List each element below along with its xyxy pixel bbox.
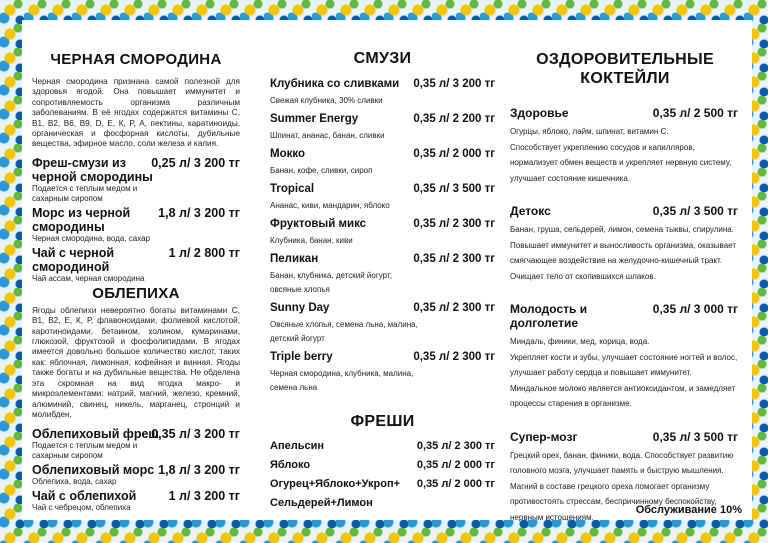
menu-item-row bbox=[270, 77, 495, 91]
menu-item-name: Sunny Day bbox=[270, 302, 330, 314]
black-currant-items bbox=[32, 156, 240, 284]
menu-item-price: 1,8 л/ 3 200 тг bbox=[158, 205, 240, 220]
menu-item-name: Чай с облепихой bbox=[32, 489, 137, 504]
menu-item-description: Шпинат, ананас, банан, сливки bbox=[270, 131, 385, 140]
menu-item-description: Клубника, банан, киви bbox=[270, 236, 353, 245]
menu-item-row bbox=[270, 439, 495, 453]
menu-item-description: Грецкий орех, банан, финики, вода. Способствует развитию головного мозга, улучшает память и быструю мышления. Магний в составе грецкого ореха помогает организму противостоять стрессам, беспричинному беспокойству, нервным истощениям. bbox=[510, 450, 734, 522]
menu-item-name: Фреш-смузи из черной смородины bbox=[32, 155, 153, 184]
menu-item-description: Банан, груша, сельдерей, лимон, семена тыквы, спирулина. Повышает иммунитет и выносливость организма, оказывает смягчающее воздействие на желудочно-кишечный тракт. Очищает тело от скопившихся шлаков. bbox=[510, 225, 736, 281]
menu-item-description: Свежая клубника, 30% сливки bbox=[270, 96, 383, 105]
menu-item-name: Summer Energy bbox=[270, 113, 359, 125]
menu-item bbox=[270, 350, 495, 395]
menu-item bbox=[270, 496, 495, 510]
menu-item bbox=[270, 112, 495, 143]
menu-item-row bbox=[270, 112, 495, 126]
menu-item bbox=[270, 182, 495, 213]
menu-item-price: 0,35 л/ 3 500 тг bbox=[413, 183, 495, 195]
section-title-black-currant: ЧЕРНАЯ СМОРОДИНА bbox=[50, 51, 222, 68]
menu-item-price: 0,35 л/ 2 200 тг bbox=[413, 113, 495, 125]
menu-item-row bbox=[270, 301, 495, 315]
menu-item-price: 0,35 л/ 2 300 тг bbox=[413, 218, 495, 230]
menu-item-row bbox=[510, 106, 738, 120]
menu-item bbox=[270, 147, 495, 178]
menu-item-row bbox=[270, 496, 495, 510]
menu-item-row bbox=[32, 427, 240, 441]
menu-item-description: Чай с чебрецом, облепиха bbox=[32, 503, 131, 513]
menu-item-price: 0,35 л/ 2 000 тг bbox=[416, 459, 495, 471]
section-title-smoothies: СМУЗИ bbox=[353, 50, 412, 67]
menu-item-name: Облепиховый фреш bbox=[32, 427, 159, 442]
menu-item bbox=[510, 106, 738, 186]
menu-item-name: Огурец+Яблоко+Укроп+ bbox=[270, 478, 401, 490]
menu-item-name: Супер-мозг bbox=[510, 429, 578, 444]
menu-item-price: 0,35 л/ 3 200 тг bbox=[151, 427, 240, 442]
column-black-currant bbox=[32, 20, 240, 515]
menu-item-description: Ананас, киви, мандарин, яблоко bbox=[270, 201, 390, 210]
menu-item-name: Морс из черной смородины bbox=[32, 205, 131, 234]
menu-item bbox=[270, 439, 495, 453]
menu-item-description: Подается с теплым медом и сахарным сиропом bbox=[32, 183, 138, 203]
menu-item-row bbox=[32, 463, 240, 477]
menu-item-description: Черная смородина, клубника, малина, семена льна bbox=[270, 369, 414, 392]
menu-item-row bbox=[510, 430, 738, 444]
menu-item-description: Черная смородина, вода, сахар bbox=[32, 233, 151, 243]
menu-item-name: Апельсин bbox=[270, 440, 324, 452]
menu-item-price: 0,35 л/ 2 300 тг bbox=[413, 351, 495, 363]
menu-item-row bbox=[270, 147, 495, 161]
menu-item-price: 1 л/ 2 800 тг bbox=[168, 245, 240, 260]
menu-item-price: 0,25 л/ 3 200 тг bbox=[151, 155, 240, 170]
menu-item-row bbox=[270, 182, 495, 196]
menu-item-row bbox=[270, 217, 495, 231]
menu-item bbox=[32, 246, 240, 284]
menu-item-price: 1 л/ 3 200 тг bbox=[168, 489, 240, 504]
menu-item-name: Мокко bbox=[270, 148, 305, 160]
menu-item-description: Чай ассам, черная смородина bbox=[32, 273, 145, 283]
menu-item-description: Овсяные хлопья, семена льна, малина, детский йогурт bbox=[270, 320, 418, 343]
section-description: Черная смородина признана самой полезной для здоровья ягодой. Она повышает иммунитет и сопротивляемость организма различным заболеваниям. В её ягодах содержатся витамины С, В1, В2, В6, В9, D, Е, К, Р, А, пектины, каратиноиды, органическая и фосфорная кислоты, дубильные вещества, эфирное масло, соли железа и калия. bbox=[32, 77, 240, 149]
menu-item bbox=[510, 302, 738, 412]
menu-item-row bbox=[510, 302, 738, 330]
menu-item bbox=[270, 458, 495, 472]
menu-item-name: Сельдерей+Лимон bbox=[270, 497, 373, 509]
menu-item bbox=[270, 301, 495, 346]
menu-item-price: 0,35 л/ 3 500 тг bbox=[652, 429, 738, 444]
menu-item-name: Детокс bbox=[510, 204, 551, 218]
menu-item-price: 0,35 л/ 2 300 тг bbox=[413, 253, 495, 265]
menu-item-row bbox=[32, 156, 240, 184]
menu-item-row bbox=[510, 204, 738, 218]
menu-item-name: Чай с черной смородиной bbox=[32, 245, 115, 274]
cocktail-items bbox=[510, 106, 738, 525]
menu-item-description: Банан, кофе, сливки, сироп bbox=[270, 166, 373, 175]
menu-item bbox=[32, 156, 240, 204]
menu-item-name: Облепиховый морс bbox=[32, 463, 155, 478]
menu-item-row bbox=[32, 206, 240, 234]
menu-item-description: Облепиха, вода, сахар bbox=[32, 477, 117, 487]
menu-item-price: 0,35 л/ 2 300 тг bbox=[413, 302, 495, 314]
menu-item-price: 0,35 л/ 3 000 тг bbox=[652, 302, 738, 316]
menu-item bbox=[270, 477, 495, 491]
menu-item bbox=[32, 427, 240, 461]
menu-item bbox=[270, 217, 495, 248]
menu-item-name: Яблоко bbox=[270, 459, 311, 471]
menu-item-price: 0,35 л/ 2 500 тг bbox=[652, 106, 738, 120]
sea-buckthorn-items bbox=[32, 427, 240, 513]
section-title-health-cocktails: ОЗДОРОВИТЕЛЬНЫЕ КОКТЕЙЛИ bbox=[536, 51, 714, 87]
menu-item bbox=[510, 204, 738, 284]
section-title-sea-buckthorn: ОБЛЕПИХА bbox=[92, 284, 180, 302]
menu-item-row bbox=[270, 477, 495, 491]
menu-item-price: 0,35 л/ 3 200 тг bbox=[413, 78, 495, 90]
menu-item bbox=[270, 77, 495, 108]
section-title-freshes: ФРЕШИ bbox=[350, 413, 415, 430]
menu-item-description: Миндаль, финики, мед, корица, вода. Укрепляет кости и зубы, улучшает состояние ногтей и волос, улучшает работу сердца и повышает иммунитет. Миндальное молоко является антиоксидантом, и замедляет процессы старения в организме. bbox=[510, 337, 738, 408]
menu-item-row bbox=[32, 246, 240, 274]
fresh-items bbox=[270, 439, 495, 510]
menu-item bbox=[32, 463, 240, 487]
menu-item-name: Tropical bbox=[270, 183, 315, 195]
menu-item bbox=[32, 206, 240, 244]
menu-item bbox=[32, 489, 240, 513]
column-health-cocktails bbox=[510, 20, 738, 543]
menu-item-name: Клубника со сливками bbox=[270, 78, 400, 90]
menu-item-name: Здоровье bbox=[510, 106, 569, 120]
menu-item-row bbox=[32, 489, 240, 503]
menu-item-price: 0,35 л/ 2 000 тг bbox=[413, 148, 495, 160]
menu-item-description: Подается с теплым медом и сахарным сиропом bbox=[32, 441, 138, 461]
smoothie-items bbox=[270, 77, 495, 395]
menu-item-name: Пеликан bbox=[270, 253, 319, 265]
menu-item-name: Фруктовый микс bbox=[270, 218, 367, 230]
menu-item-row bbox=[270, 458, 495, 472]
menu-item-price: 0,35 л/ 3 500 тг bbox=[652, 204, 738, 218]
menu-item-description: Огурцы, яблоко, лайм, шпинат, витамин С. Способствует укреплению сосудов и капилляров, нормализует обмен веществ и укрепляет нервную систему, улучшает состояние кишечника. bbox=[510, 127, 732, 183]
menu-item-description: Банан, клубника, детский йогурт, овсяные хлопья bbox=[270, 271, 392, 294]
service-charge: Обслуживание 10% bbox=[635, 504, 742, 516]
menu-item-name: Triple berry bbox=[270, 351, 333, 363]
menu-item-price: 1,8 л/ 3 200 тг bbox=[158, 463, 240, 478]
menu-item-row bbox=[270, 350, 495, 364]
menu-item bbox=[270, 252, 495, 297]
menu-item-price: 0,35 л/ 2 000 тг bbox=[416, 478, 495, 490]
column-smoothies bbox=[270, 20, 495, 515]
section-description: Ягоды облепихи невероятно богаты витаминами С, В1, В2, Е, К, Р, флавоноидами, фолиевой кислотой, каротиноидами, бетаином, холином, кумаринами, глюкозой, фруктозой и фосфолипидами. В ягодах имеется довольно большое количество кислот, таких как: яблочная, лимонная, кофейная и винная. Ягоды также богаты и на дубильные вещества. Не обделена эта скромная на вид ягодка макро- и микроэлементами: натрий, магний, железо, кремний, алюминий, свинец, никель, марганец, стронций и молибден. bbox=[32, 305, 240, 419]
menu-item-row bbox=[270, 252, 495, 266]
menu-page bbox=[22, 20, 752, 520]
menu-item-name: Молодость и долголетие bbox=[510, 302, 588, 330]
menu-item-price: 0,35 л/ 2 300 тг bbox=[416, 440, 495, 452]
